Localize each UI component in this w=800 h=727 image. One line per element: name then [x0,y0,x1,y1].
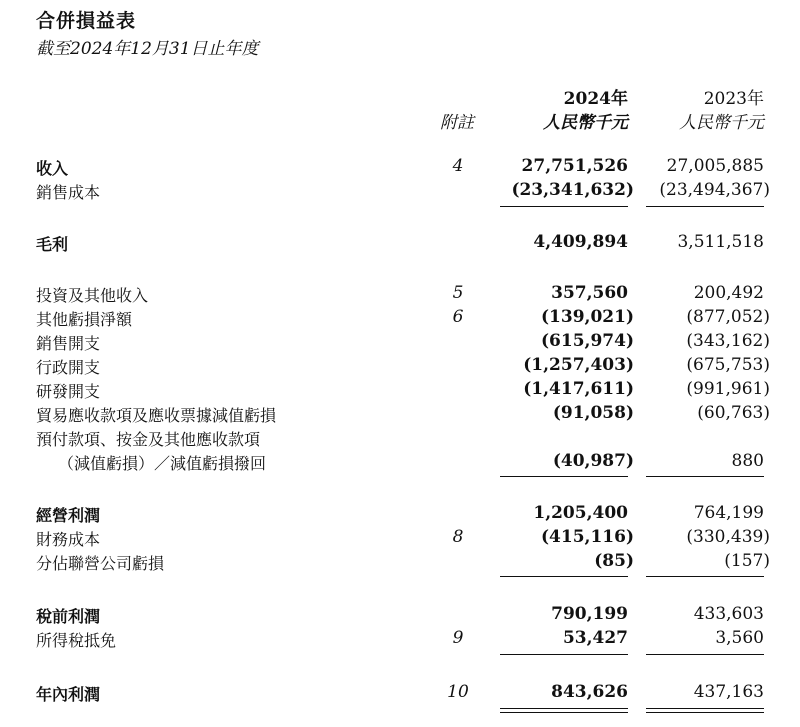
row-prepayments-impairment [0,451,800,475]
row-value-2024: (1,257,403) [523,355,634,375]
row-label: 行政開支 [36,358,101,377]
row-value-2024: 27,751,526 [521,156,628,176]
row-label: 財務成本 [36,530,101,549]
row-note: 4 [452,156,464,176]
row-value-2023: 3,511,518 [677,232,764,252]
rule-double-bottom [500,712,628,713]
row-note: 6 [452,307,464,327]
rule-double-bottom [646,712,764,713]
row-value-2024: 53,427 [562,628,628,648]
row-value-2024: (139,021) [541,307,634,327]
row-label: 貿易應收款項及應收票據減值虧損 [36,406,277,425]
rule-single [646,576,764,577]
rule-single [500,654,628,655]
row-cost-of-sales [0,180,800,204]
row-value-2024: (23,341,632) [511,180,634,200]
row-gross-profit [0,232,800,256]
header-2024-year: 2024年 [563,89,628,109]
row-finance-costs [0,527,800,551]
row-value-2023: (991,961) [686,379,770,399]
row-share-of-associates-losses [0,551,800,575]
header-2024-unit: 人民幣千元 [543,113,628,133]
row-value-2023: 437,163 [693,682,764,702]
row-value-2023: (60,763) [697,403,770,423]
row-label: 所得稅抵免 [36,631,117,650]
row-value-2024: (1,417,611) [523,379,634,399]
statement-title: 合併損益表 [36,10,137,32]
row-value-2024: (615,974) [541,331,634,351]
rule-single [646,206,764,207]
row-value-2024: (85) [594,551,634,571]
row-value-2023: (877,052) [686,307,770,327]
row-label: 收入 [36,159,69,178]
row-value-2023: 433,603 [693,604,764,624]
row-note: 9 [452,628,464,648]
row-label: 銷售成本 [36,183,101,202]
row-label: 其他虧損淨額 [36,310,133,329]
row-value-2023: 200,492 [693,283,764,303]
rule-double-top [646,708,764,709]
row-note: 8 [452,527,464,547]
header-2023-year: 2023年 [703,89,764,109]
rule-single [500,476,628,477]
row-other-losses [0,307,800,331]
row-label: 經營利潤 [36,506,101,525]
row-value-2023: (343,162) [686,331,770,351]
rule-single [646,654,764,655]
row-prepayments-header [0,427,800,451]
row-investment-income [0,283,800,307]
row-value-2024: 790,199 [551,604,628,624]
statement-subtitle: 截至2024年12月31日止年度 [36,39,259,59]
row-value-2024: 357,560 [551,283,628,303]
row-profit-before-tax [0,604,800,628]
rule-double-top [500,708,628,709]
row-value-2023: (330,439) [686,527,770,547]
row-label: 分佔聯營公司虧損 [36,554,165,573]
row-selling-expenses [0,331,800,355]
row-admin-expenses [0,355,800,379]
row-value-2024: 843,626 [551,682,628,702]
row-label: 毛利 [36,235,69,254]
row-value-2024: 1,205,400 [533,503,628,523]
row-revenue [0,156,800,180]
row-operating-profit [0,503,800,527]
rule-single [500,206,628,207]
row-label: 稅前利潤 [36,607,101,626]
row-label: 年內利潤 [36,685,101,704]
row-label: 投資及其他收入 [36,286,149,305]
row-label: （減值虧損）／減值虧損撥回 [58,454,267,473]
row-value-2024: (40,987) [552,451,634,471]
row-label: 研發開支 [36,382,101,401]
row-value-2023: (23,494,367) [659,180,770,200]
header-note: 附註 [440,113,474,133]
row-value-2023: 764,199 [693,503,764,523]
row-value-2023: 3,560 [715,628,764,648]
row-profit-for-year [0,682,800,706]
row-value-2023: (675,753) [686,355,770,375]
row-rd-expenses [0,379,800,403]
rule-single [646,476,764,477]
row-value-2024: (415,116) [541,527,634,547]
row-value-2024: (91,058) [552,403,634,423]
row-label: 預付款項、按金及其他應收款項 [36,430,261,449]
row-income-tax-credit [0,628,800,652]
row-trade-receivables-impairment [0,403,800,427]
row-note: 10 [447,682,469,702]
row-value-2023: 27,005,885 [666,156,764,176]
rule-single [500,576,628,577]
row-value-2024: 4,409,894 [533,232,628,252]
row-label: 銷售開支 [36,334,101,353]
row-note: 5 [452,283,464,303]
row-value-2023: (157) [724,551,770,571]
header-2023-unit: 人民幣千元 [679,113,764,133]
row-value-2023: 880 [731,451,764,471]
